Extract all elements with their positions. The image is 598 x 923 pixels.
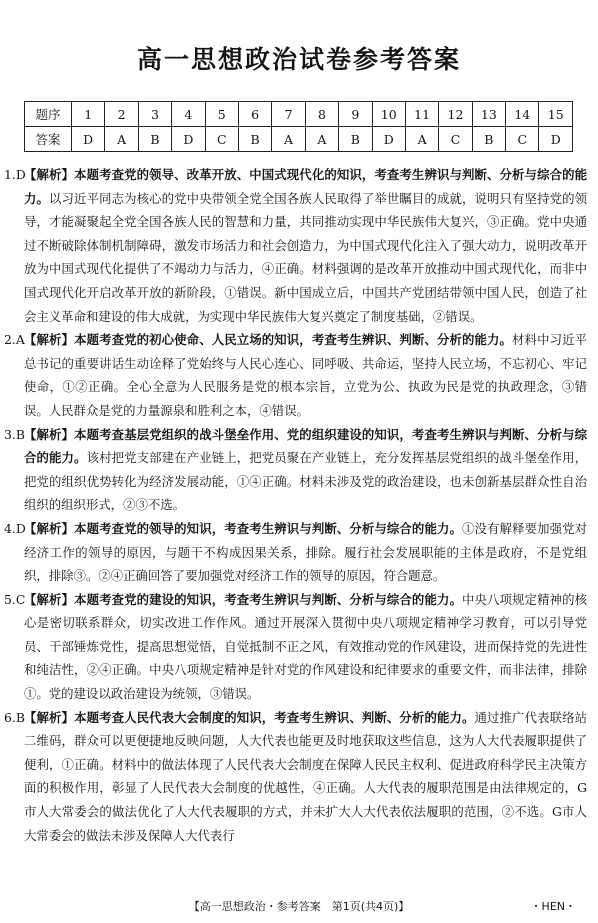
item-number: 2.A: [4, 332, 25, 348]
question-number-cell: 4: [172, 102, 205, 127]
item-lead: 本题考查党的初心使命、人民立场的知识，考查考生辨识、判断、分析的能力。: [74, 332, 513, 348]
question-number-cell: 10: [372, 102, 405, 127]
footer-page-info: 【高一思想政治・参考答案 第1页(共4页)】: [188, 900, 410, 913]
explanation-item: [4, 706, 588, 848]
item-body: ①没有解释要加强党对经济工作的领导的原因，与题干不构成因果关系，排除。履行社会发展职能的主体是政府，不是党组织，排除③。②④正确回答了要加强党对经济工作的领导的原因，符合题意。: [24, 520, 588, 584]
answer-cell: A: [105, 127, 138, 152]
explanation-item: [4, 588, 588, 706]
item-body: 材料中习近平总书记的重要讲话生动诠释了党始终与人民心连心、同呼吸、共命运，坚持人民立场，不忘初心、牢记使命，①②正确。全心全意为人民服务是党的根本宗旨，立党为公、执政为民是党的执政理念，③错误。人民群众是党的力量源泉和胜利之本，④错误。: [24, 332, 588, 418]
answer-cell: D: [172, 127, 205, 152]
question-number-cell: 7: [272, 102, 305, 127]
answer-table: [24, 101, 573, 152]
page-footer: [0, 898, 598, 914]
page-title: 高一思想政治试卷参考答案: [136, 45, 461, 74]
analysis-tag: 【解析】: [24, 520, 75, 536]
question-number-cell: 2: [105, 102, 138, 127]
question-number-cell: 8: [305, 102, 338, 127]
explanation-item: [4, 517, 588, 588]
answer-cell: D: [72, 127, 105, 152]
item-lead: 本题考查党的领导的知识，考查考生辨识与判断、分析与综合的能力。: [74, 520, 462, 536]
answer-header: 答案: [25, 127, 72, 152]
question-number-cell: 5: [205, 102, 238, 127]
question-number-cell: 15: [539, 102, 573, 127]
item-number: 3.B: [4, 426, 25, 442]
answer-cell: C: [205, 127, 238, 152]
item-number: 6.B: [4, 709, 25, 725]
answer-cell: B: [339, 127, 372, 152]
answer-cell: C: [506, 127, 539, 152]
question-number-cell: 13: [472, 102, 505, 127]
item-lead: 本题考查基层党组织的战斗堡垒作用、党的组织建设的知识，考查考生辨识与判断、分析与综合的能力。: [24, 426, 588, 466]
analysis-tag: 【解析】: [24, 332, 75, 348]
answer-cell: A: [305, 127, 338, 152]
question-number-row: [25, 102, 573, 127]
item-body: 中央八项规定精神的核心是密切联系群众，切实改进工作作风。通过开展深入贯彻中央八项规定精神学习教育，可以引导党员、干部锤炼党性，提高思想觉悟，自觉抵制不正之风，有效推动党的作风建设，进而保持党的先进性和纯洁性，②④正确。中央八项规定精神是针对党的作风建设和纪律要求的重要文件，而非法律，排除①。党的建设以政治建设为统领，③错误。: [24, 591, 588, 702]
analysis-tag: 【解析】: [24, 591, 75, 607]
explanation-item: [4, 163, 588, 328]
explanation-list: [4, 163, 588, 847]
question-number-cell: 11: [405, 102, 438, 127]
answer-cell: B: [238, 127, 271, 152]
item-lead: 本题考查人民代表大会制度的知识，考查考生辨识、判断、分析的能力。: [74, 709, 475, 725]
answer-row: [25, 127, 573, 152]
explanation-item: [4, 328, 588, 422]
analysis-tag: 【解析】: [24, 426, 75, 442]
item-body: 以习近平同志为核心的党中央带领全党全国各族人民取得了举世瞩目的成就，说明只有坚持党的领导，才能凝聚起全党全国各族人民的智慧和力量，共同推动实现中华民族伟大复兴，③正确。党中央通过不断破除体制机制障碍，激发市场活力和社会创造力，为中国式现代化注入了强大动力，说明改革开放为中国式现代化提供了不竭动力与活力，④正确。材料强调的是改革开放推动中国式现代化，而非中国式现代化开启改革开放的新阶段，①错误。新中国成立后，中国共产党团结带领中国人民，创造了社会主义革命和建设的伟大成就，为实现中华民族伟大复兴奠定了制度基础，②错误。: [24, 190, 588, 324]
item-number: 5.C: [4, 591, 26, 607]
item-body: 通过推广代表联络站二维码，群众可以更便捷地反映问题，人大代表也能更及时地获取这些信息，这为人大代表履职提供了便利，①正确。材料中的做法体现了人民代表大会制度在保障人民民主权利、促进政府科学民主决策方面的积极作用，彰显了人民代表大会制度的优越性，④正确。人大代表的履职范围是由法律规定的，G市人大常委会的做法优化了人大代表履职的方式，并未扩大人大代表依法履职的范围，②不选。G市人大常委会的做法未涉及保障人大代表行: [24, 709, 588, 843]
answer-cell: C: [439, 127, 472, 152]
question-number-cell: 6: [238, 102, 271, 127]
answer-cell: A: [405, 127, 438, 152]
answer-cell: A: [272, 127, 305, 152]
question-number-cell: 14: [506, 102, 539, 127]
question-number-cell: 9: [339, 102, 372, 127]
answer-cell: D: [539, 127, 573, 152]
analysis-tag: 【解析】: [24, 167, 75, 182]
answer-cell: D: [372, 127, 405, 152]
question-number-cell: 3: [138, 102, 171, 127]
answer-cell: B: [138, 127, 171, 152]
explanation-item: [4, 423, 588, 517]
question-number-cell: 1: [72, 102, 105, 127]
analysis-tag: 【解析】: [24, 709, 75, 725]
question-number-cell: 12: [439, 102, 472, 127]
item-lead: 本题考查党的领导、改革开放、中国式现代化的知识，考查考生辨识与判断、分析与综合的能力。: [24, 167, 588, 206]
footer-code: ・HEN・: [530, 900, 576, 913]
item-lead: 本题考查党的建设的知识，考查考生辨识与判断、分析与综合的能力。: [74, 591, 462, 607]
answer-cell: B: [472, 127, 505, 152]
item-number: 1.D: [4, 167, 26, 182]
question-number-header: 题序: [25, 102, 72, 127]
item-number: 4.D: [4, 520, 26, 536]
item-body: 该村把党支部建在产业链上，把党员聚在产业链上，充分发挥基层党组织的战斗堡垒作用，把党的组织优势转化为经济发展动能，①④正确。材料未涉及党的政治建设，也未创新基层群众性自治组织的组织形式，②③不选。: [24, 450, 588, 513]
